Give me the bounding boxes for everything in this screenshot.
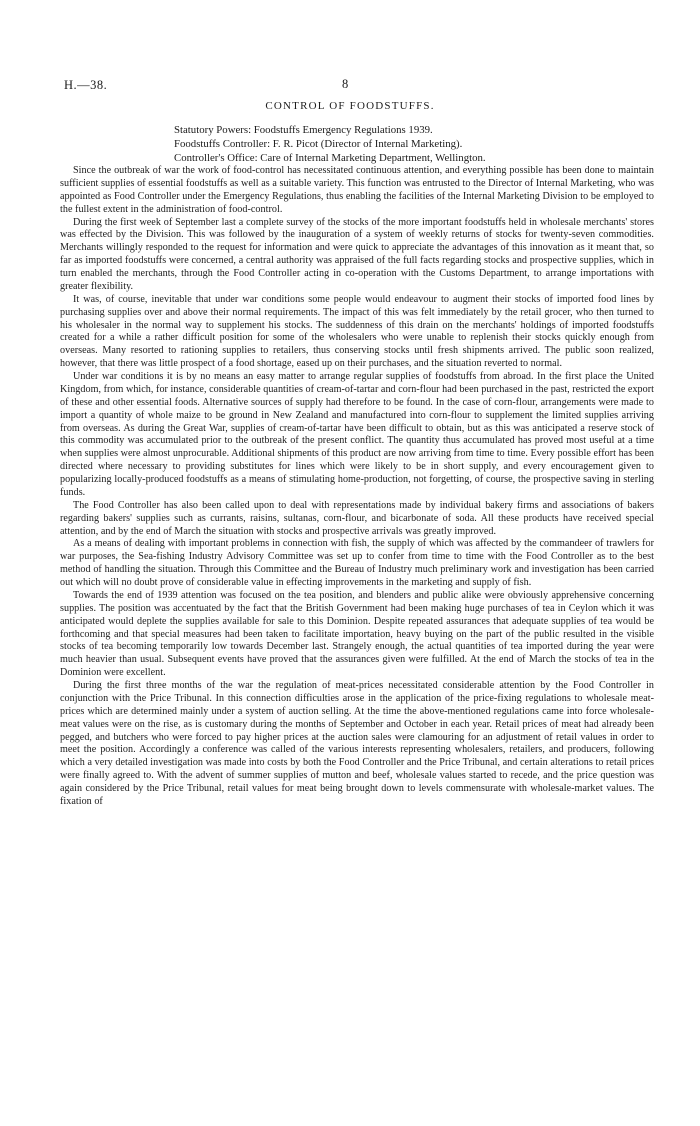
section-title: CONTROL OF FOODSTUFFS. <box>265 100 435 112</box>
office-line: Controller's Office: Care of Internal Marketing Department, Wellington. <box>174 152 486 165</box>
page-reference: H.—38. <box>64 78 108 92</box>
paragraph: Since the outbreak of war the work of food-control has necessitated continuous attention, and everything possible has been done to maintain sufficient supplies of essential foodstuffs as well as a suitable variety. This function was entrusted to the Director of Internal Marketing, who was appointed as Food Controller under the Emergency Regulations, thus enabling the facilities of the Internal Marketing Division to be employed to the fullest extent in the administration of food-control. <box>60 165 654 215</box>
paragraph: The Food Controller has also been called upon to deal with representations made by individual bakery firms and associations of bakers regarding bakers' supplies such as currants, raisins, sultanas, corn-flour, and bicarbonate of soda. All these products have received special attention, and by the end of March the situation with stocks and prospective arrivals was greatly improved. <box>60 499 654 537</box>
paragraph: During the first three months of the war the regulation of meat-prices necessitated considerable attention by the Food Controller in conjunction with the Price Tribunal. In this connection difficulties arose in the application of the price-fixing regulations to wholesale meat-prices which are determined mainly under a system of auction selling. At the time the above-mentioned regulations came into force wholesale-meat values were on the rise, as is customary during the months of September and October in each year. Retail prices of meat had already been pegged, and butchers who were forced to pay higher prices at the auction sales were clamouring for an adjustment of retail values in order to meet the position. Accordingly a conference was called of the various interests representing wholesalers, retailers, and producers, following which a very detailed investigation was made into costs by both the Food Controller and the Price Tribunal, and certain alterations to retail prices were finally agreed to. With the advent of summer supplies of mutton and beef, wholesale values started to recede, and the price question was again considered by the Price Tribunal, retail values for meat being brought down to levels commensurate with wholesale-market values. The fixation of <box>60 680 654 807</box>
paragraph: Under war conditions it is by no means an easy matter to arrange regular supplies of foodstuffs from abroad. In the first place the United Kingdom, from which, for instance, considerable quantities of cream-of-tartar and corn-flour had been purchased in the past, restricted the export of these and other essential foods. Alternative sources of supply had therefore to be found. In the case of corn-flour, arrangements were made to import a quantity of whole maize to be ground in New Zealand and manufactured into corn-flour to supplement the limited supplies arriving from overseas. As during the Great War, supplies of cream-of-tartar have been difficult to obtain, but as this was anticipated a reserve stock of this commodity was accumulated prior to the outbreak of the present conflict. The quantity thus accumulated has proved most useful at a time when supplies were almost unprocurable. Additional shipments of this product are now arriving from time to time. Every possible effort has been directed where necessary to providing substitutes for lines which were likely to be in short supply, and every encouragement given to popularizing locally-produced foodstuffs as a means of stimulating home-production, not forgetting, of course, the prospective saving in sterling funds. <box>60 371 654 498</box>
paragraph: It was, of course, inevitable that under war conditions some people would endeavour to augment their stocks of imported food lines by purchasing supplies over and above their normal requirements. The impact of this was felt immediately by the retail grocer, who then turned to his wholesaler in the normal way to supplement his stocks. The suddenness of this drain on the merchants' holdings of imported foodstuffs created for a while a rather difficult position for some of the wholesalers who were unable to replenish their stocks quickly enough from overseas. Many resorted to rationing supplies to retailers, thus conserving stocks until fresh shipments arrived. The public soon realized, however, that there was little prospect of a food shortage, eased up on their purchases, and the situation reverted to normal. <box>60 293 654 370</box>
paragraph: During the first week of September last a complete survey of the stocks of the more important foodstuffs held in wholesale merchants' stores was effected by the Division. This was followed by the inauguration of a system of weekly returns of stocks for twenty-seven commodities. Merchants willingly responded to the request for information and were quick to appreciate the advantages of this innovation as it meant that, so far as imported foodstuffs were concerned, a central authority was appraised of the full facts regarding stocks and prospective supplies, which in turn enabled the merchants, through the Food Controller acting in co-operation with the Customs Department, to arrange importations with greater flexibility. <box>60 216 654 292</box>
controller-line: Foodstuffs Controller: F. R. Picot (Director of Internal Marketing). <box>174 138 463 151</box>
page-number: 8 <box>342 77 349 91</box>
section-meta <box>174 123 486 166</box>
statutory-powers-line: Statutory Powers: Foodstuffs Emergency Regulations 1939. <box>174 124 433 136</box>
body-text <box>60 165 654 809</box>
paragraph: Towards the end of 1939 attention was focused on the tea position, and blenders and public alike were obviously apprehensive concerning supplies. The position was accentuated by the fact that the British Government had been making huge purchases of tea in Ceylon which it was anticipated would deplete the supplies available for sale to this Dominion. Despite repeated assurances that adequate supplies of tea would be forthcoming and that special measures had been taken to facilitate importation, heavy buying on the part of the public resulted in the visible stocks of tea becoming temporarily low towards December last. Strangely enough, the actual quantities of tea imported during the year were much heavier than usual. Subsequent events have proved that the assurances given were fulfilled. At the end of March the stocks of tea in the Dominion were excellent. <box>60 589 654 679</box>
paragraph: As a means of dealing with important problems in connection with fish, the supply of which was affected by the commandeer of trawlers for war purposes, the Sea-fishing Industry Advisory Committee was set up to confer from time to time with the Food Controller as to the best method of handling the situation. Through this Committee and the Bureau of Industry much preliminary work and investigation has been carried out which will no doubt prove of considerable value in effecting improvements in the marketing and supply of fish. <box>60 538 654 588</box>
